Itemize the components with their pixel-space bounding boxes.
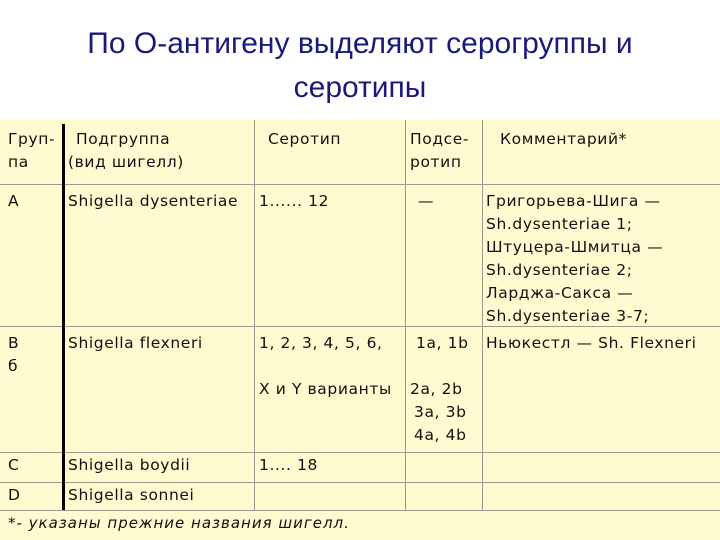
row-b-comment: Ньюкестл — Sh. Flexneri <box>486 334 697 352</box>
row-d-subgroup: Shigella sonnei <box>68 486 195 504</box>
row-b-subgroup: Shigella flexneri <box>68 334 203 352</box>
header-serotype: Серотип <box>268 130 342 148</box>
row-a-group: А <box>8 192 20 210</box>
header-subgroup: Подгруппа (вид шигелл) <box>68 130 184 171</box>
row-a-comment: Григорьева-Шига — Sh.dysenteriae 1; Штуцера-Шмитца — Sh.dysenteriae 2; Ларджа-Сакса — Sh.dysenteriae 3-7; <box>486 192 664 325</box>
footnote: *- указаны прежние названия шигелл. <box>8 514 350 532</box>
slide-title-line-2: серотипы <box>293 71 427 104</box>
row-d-group: D <box>8 486 21 504</box>
row-a-serotype: 1...... 12 <box>259 192 330 210</box>
row-divider-d <box>0 510 720 511</box>
serogroup-table <box>0 120 720 540</box>
header-group: Груп- па <box>8 130 56 171</box>
row-c-subgroup: Shigella boydii <box>68 456 191 474</box>
row-b-subserotype: 1а, 1b 2a, 2b 3a, 3b 4a, 4b <box>410 334 469 444</box>
row-b-serotype: 1, 2, 3, 4, 5, 6, X и Y варианты <box>259 334 392 398</box>
row-a-subgroup: Shigella dysenteriae <box>68 192 239 210</box>
header-subserotype: Подсе- ротип <box>410 130 470 171</box>
row-divider-c <box>0 482 720 483</box>
subgroup-column-divider <box>254 120 255 510</box>
subserotype-column-divider <box>482 120 483 510</box>
slide-title-line-1: По О-антигену выделяют серогруппы и <box>87 27 633 60</box>
serotype-column-divider <box>405 120 406 510</box>
row-c-group: С <box>8 456 20 474</box>
row-b-group: В б <box>8 334 20 375</box>
row-a-subserotype: — <box>418 192 435 210</box>
row-divider-b <box>0 452 720 453</box>
header-comment: Комментарий* <box>500 130 628 148</box>
slide-title <box>0 22 720 110</box>
header-divider <box>0 184 720 185</box>
group-column-divider <box>62 124 65 510</box>
row-c-serotype: 1.... 18 <box>259 456 319 474</box>
